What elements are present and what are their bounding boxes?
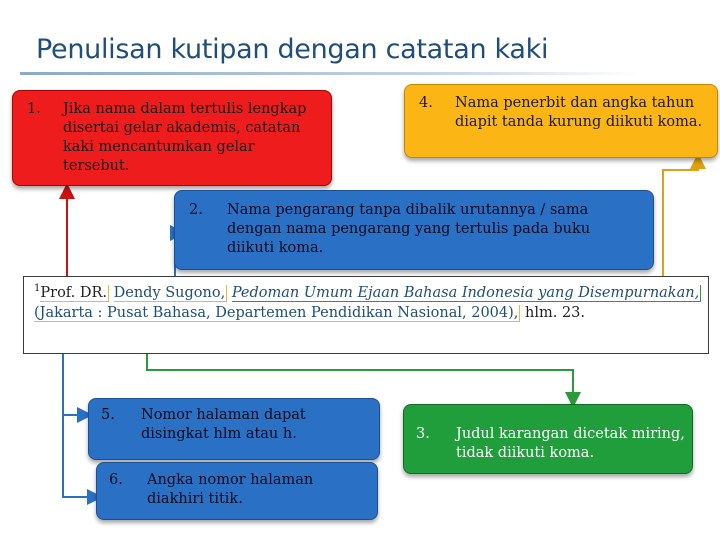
slide-title: Penulisan kutipan dengan catatan kaki [36, 34, 549, 65]
note-box-4-text: Nama penerbit dan angka tahun diapit tanda kurung diikuti koma. [455, 95, 703, 130]
reference-publisher: (Jakarta : Pusat Bahasa, Departemen Pendidikan Nasional, 2004), [34, 305, 519, 321]
note-box-1-text: Jika nama dalam tertulis lengkap disertai gelar akademis, catatan kaki mencantumkan gelar tersebut. [63, 101, 307, 174]
reference-author: Dendy Sugono, [113, 285, 226, 301]
note-box-1 [12, 90, 332, 186]
footnote-reference [23, 276, 709, 354]
reference-degree: Prof. DR. [40, 285, 108, 301]
note-box-5 [88, 398, 380, 460]
footnote-number: 1 [34, 283, 41, 295]
note-box-2-text: Nama pengarang tanpa dibalik urutannya / sama dengan nama pengarang yang tertulis pada buku diikuti koma. [227, 202, 591, 256]
note-box-5-text: Nomor halaman dapat disingkat hlm atau h. [141, 407, 306, 442]
note-box-2-number: 2. [189, 202, 203, 218]
note-box-6-text: Angka nomor halaman diakhiri titik. [147, 472, 314, 507]
note-box-2 [174, 190, 654, 270]
reference-book-title: Pedoman Umum Ejaan Bahasa Indonesia yang Disempurnakan, [231, 285, 700, 301]
note-box-3-text: Judul karangan dicetak miring, tidak diikuti koma. [456, 426, 685, 461]
note-box-1-number: 1. [27, 101, 41, 117]
connector-box5 [63, 350, 85, 415]
note-box-3-number: 3. [416, 426, 430, 442]
note-box-6 [96, 462, 378, 520]
note-box-5-number: 5. [101, 407, 115, 423]
note-box-6-number: 6. [109, 472, 123, 488]
note-box-3 [403, 404, 693, 474]
reference-pages: hlm. 23. [525, 305, 586, 321]
note-box-4-number: 4. [419, 95, 433, 111]
note-box-4 [404, 84, 718, 158]
